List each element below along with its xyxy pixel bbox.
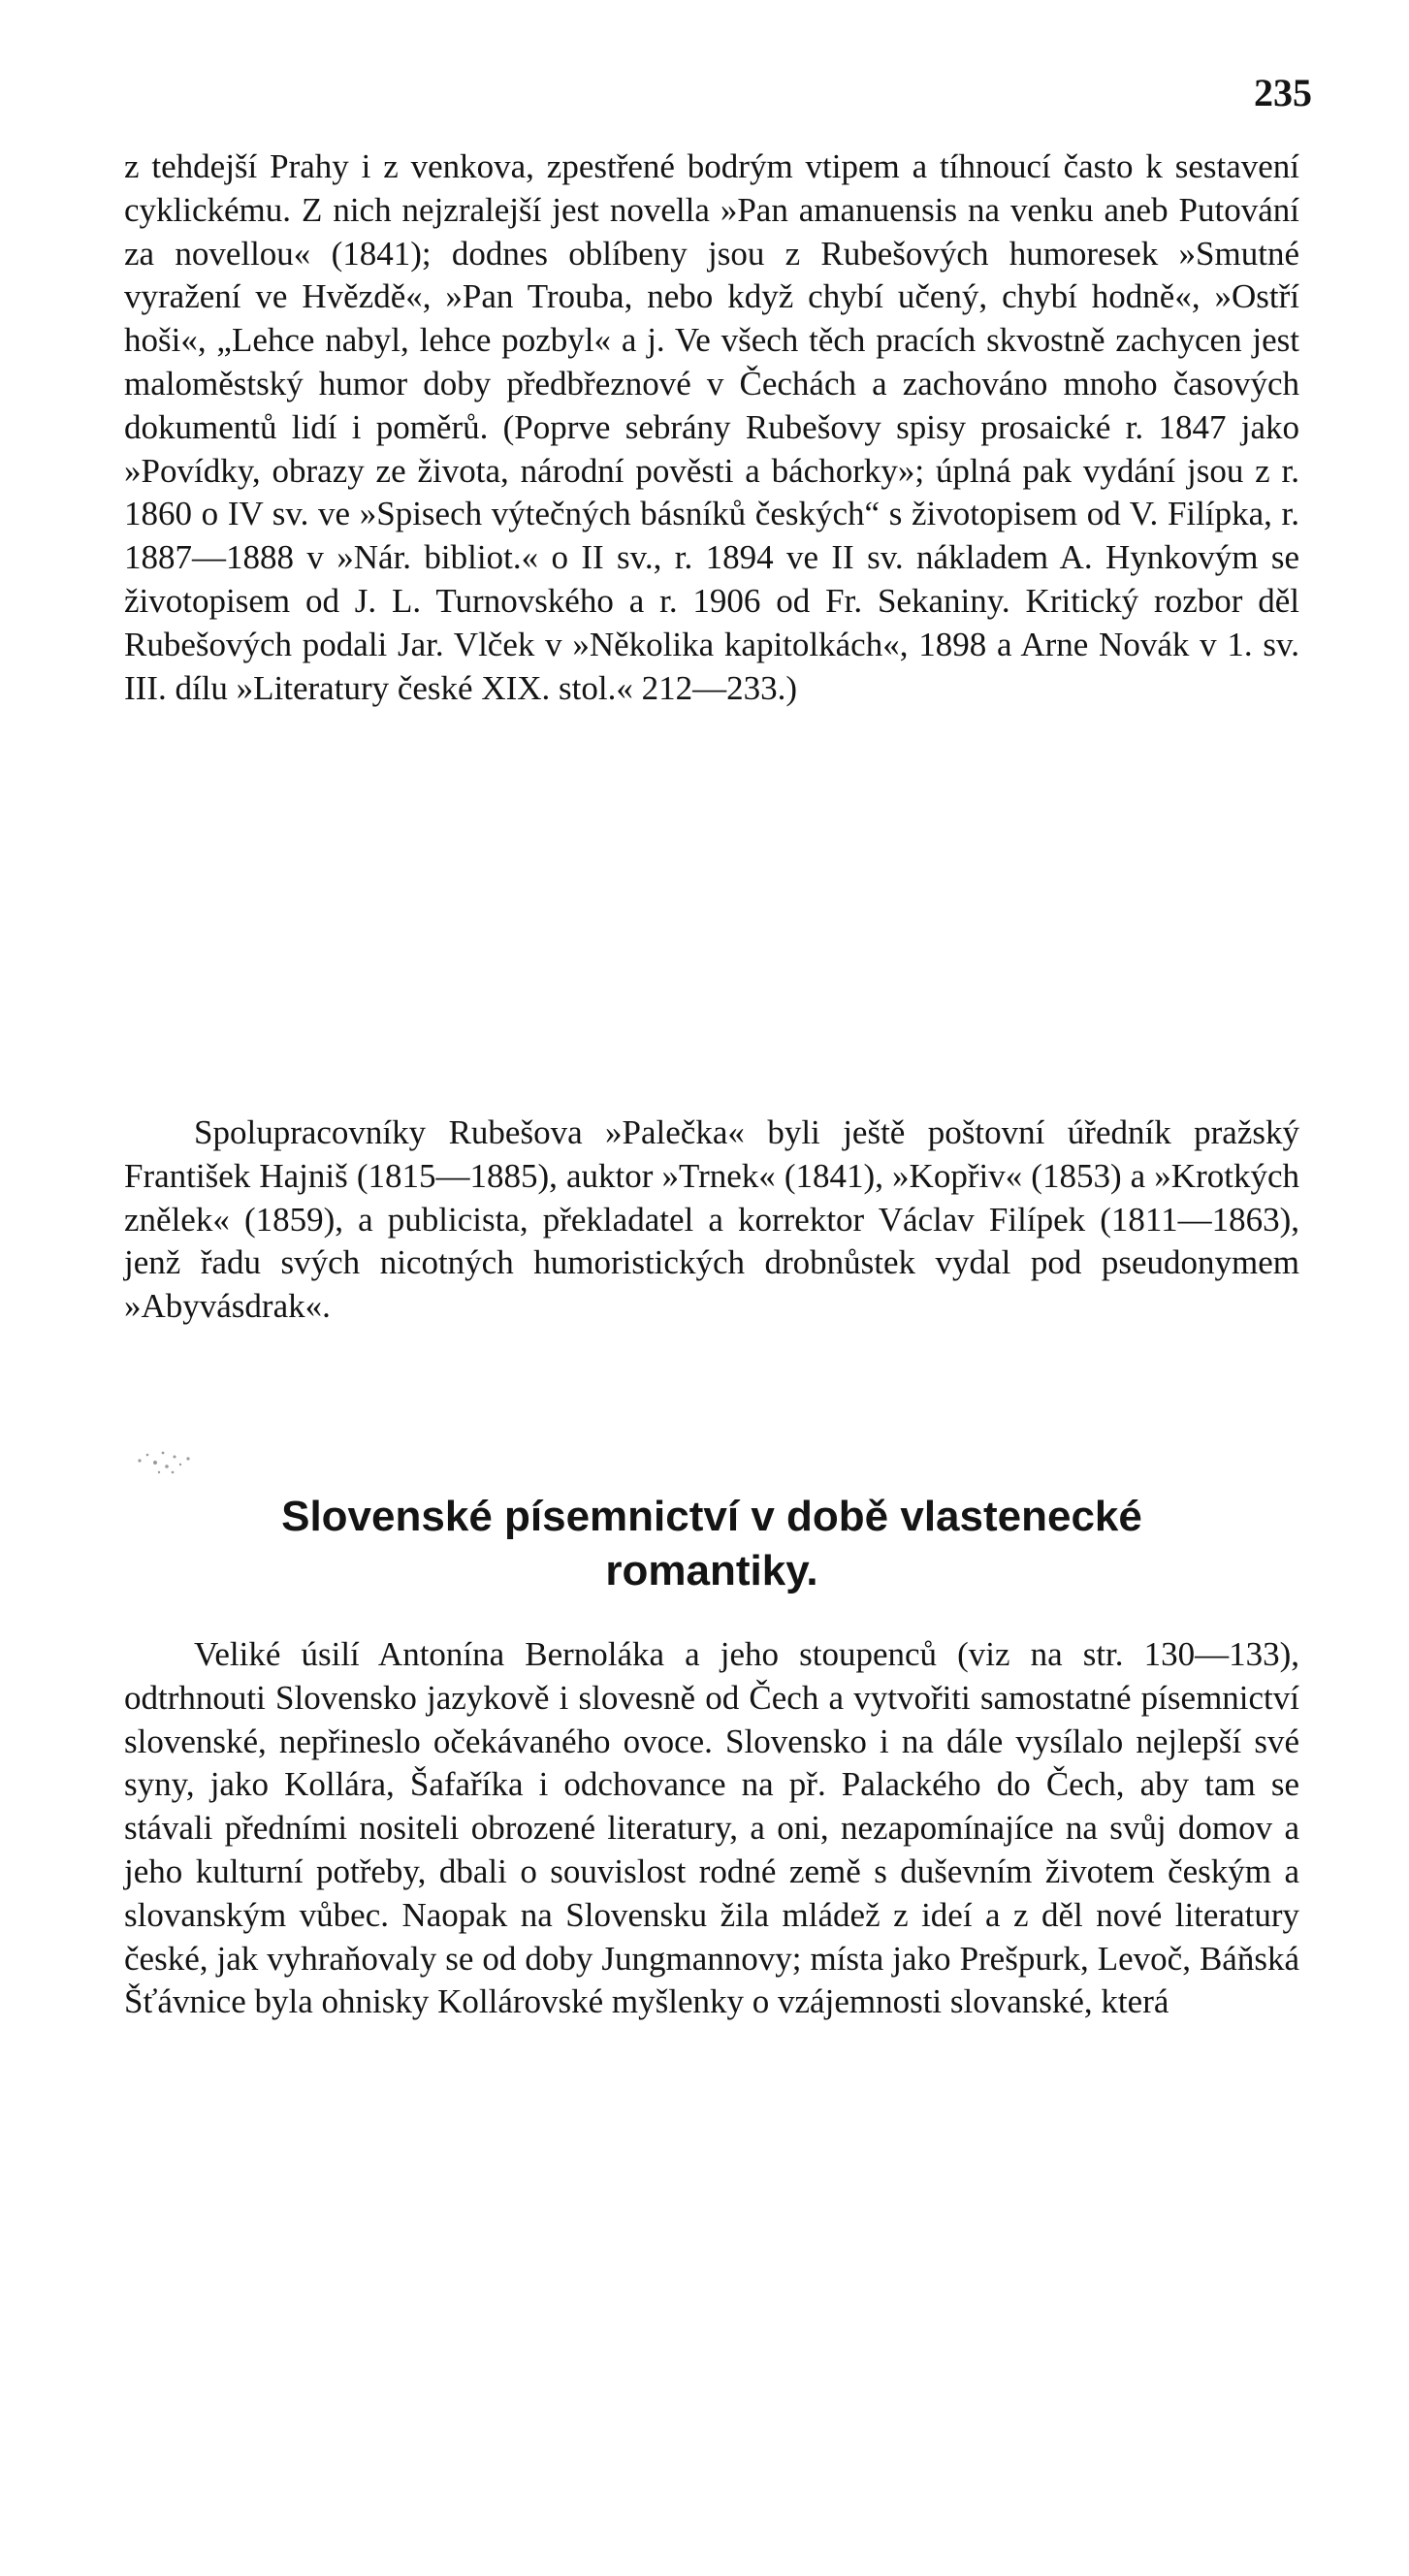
paragraph-palecek-contributors: Spolupracovníky Rubešova »Palečka« byli ještě poštovní úředník pražský František Hajniš (1815—1885), auktor »Trnek« (1841), »Kopřiv« (1853) a »Krotkých znělek« (1859), a publicista, překladatel a korrektor Václav Filípek (1811—1863), jenž řadu svých nicotných humoristických drobnůstek vydal pod pseudonymem »Abyvásdrak«. [124,1113,1299,1326]
printer-ornament-icon [134,1443,198,1482]
section-heading [124,1490,1299,1598]
page-number: 235 [1254,71,1312,114]
section-heading-line2: romantiky. [605,1547,818,1594]
section-heading-line1: Slovenské písemnictví v době vlastenecké [281,1493,1142,1540]
paragraph-rubes-works: z tehdejší Prahy i z venkova, zpestřené bodrým vtipem a tíhnoucí často k sestavení cyklickému. Z nich nejzralejší jest novella »Pan amanuensis na venku aneb Putování za novellou« (1841); dodnes oblíbeny jsou z Rubešových humoresek »Smutné vyražení ve Hvězdě«, »Pan Trouba, nebo když chybí učený, chybí hodně«, »Ostří hoši«, „Lehce nabyl, lehce pozbyl« a j. Ve všech těch pracích skvostně zachycen jest maloměstský humor doby předbřeznové v Čechách a zachováno mnoho časových dokumentů lidí i poměrů. (Poprve sebrány Rubešovy spisy prosaické r. 1847 jako »Povídky, obrazy ze života, národní pověsti a báchorky»; úplná pak vydání jsou z r. 1860 o IV sv. ve »Spisech výtečných básníků českých“ s životopisem od V. Filípka, r. 1887—1888 v »Nár. bibliot.« o II sv., r. 1894 ve II sv. nákladem A. Hynkovým se životopisem od J. L. Turnovského a r. 1906 od Fr. Sekaniny. Kritický rozbor děl Rubešových podali Jar. Vlček v »Několika kapitolkách«, 1898 a Arne Novák v 1. sv. III. dílu »Literatury české XIX. stol.« 212—233.) [124,147,1299,707]
paragraph-slovak-literature: Veliké úsilí Antonína Bernoláka a jeho stoupenců (viz na str. 130—133), odtrhnouti Slovensko jazykově i slovesně od Čech a vytvořiti samostatné písemnictví slovenské, nepřineslo očekávaného ovoce. Slovensko i na dále vysílalo nejlepší své syny, jako Kollára, Šafaříka i odchovance na př. Palackého do Čech, aby tam se stávali předními nositeli obrozené literatury, a oni, nezapomínajíce na svůj domov a jeho kulturní potřeby, dbali o souvislost rodné země s duševním životem českým a slovanským vůbec. Naopak na Slovensku žila mládež z ideí a z děl nové literatury české, jak vyhraňovaly se od doby Jungmannovy; místa jako Prešpurk, Levoč, Báňská Šťávnice byla ohnisky Kollárovské myšlenky o vzájemnosti slovanské, která [124,1635,1299,2021]
